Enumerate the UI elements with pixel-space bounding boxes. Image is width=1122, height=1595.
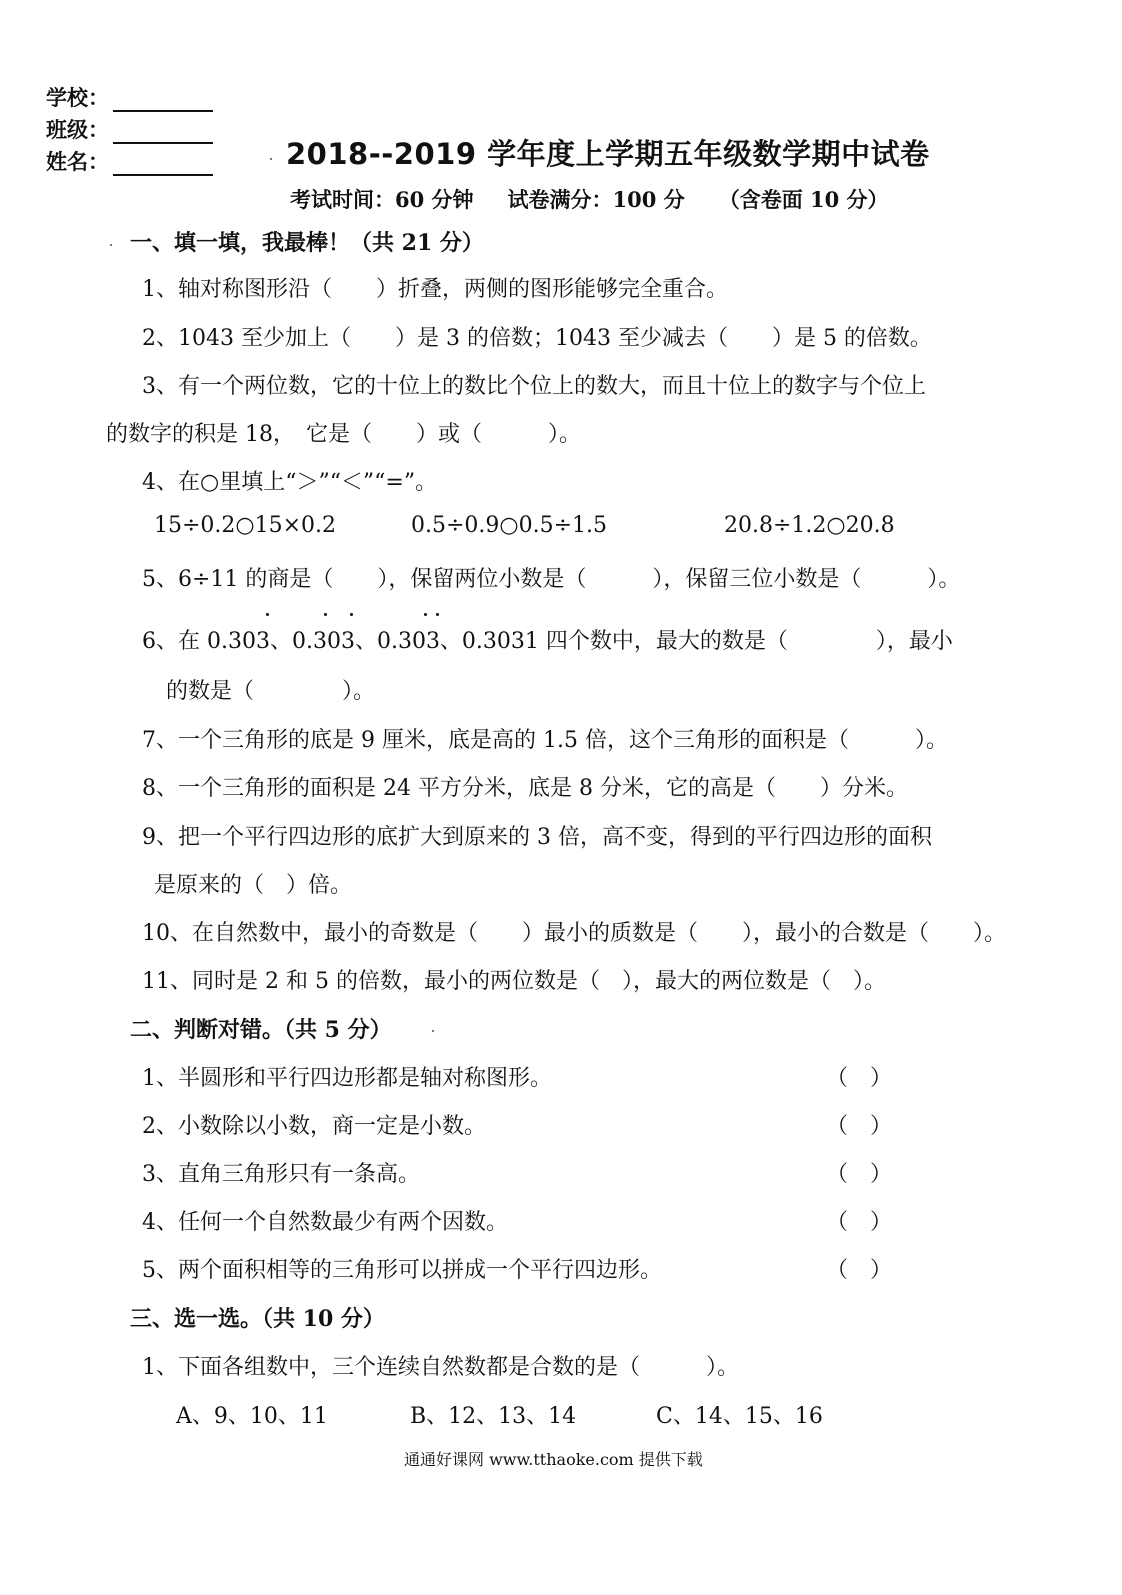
repeating-dot <box>424 613 427 616</box>
s1-question-4: 4、在○里填上“＞”“＜”“=”。 <box>142 470 438 495</box>
s1-question-8: 8、一个三角形的面积是 24 平方分米，底是 8 分米，它的高是（ ）分米。 <box>142 776 908 801</box>
school-blank <box>113 92 213 112</box>
s2-item-2: 2、小数除以小数，商一定是小数。 <box>142 1114 486 1139</box>
class-field <box>46 114 213 144</box>
s1-question-9-line2: 是原来的（ ）倍。 <box>154 873 353 898</box>
s2-item-5: 5、两个面积相等的三角形可以拼成一个平行四边形。 <box>142 1258 662 1283</box>
name-blank <box>113 156 213 176</box>
full-score: 试卷满分：100 分 <box>507 187 685 212</box>
footer-source: 通通好课网 www.tthaoke.com 提供下载 <box>404 1450 703 1469</box>
s1-question-3-line1: 3、有一个两位数，它的十位上的数比个位上的数大，而且十位上的数字与个位上 <box>142 374 926 399</box>
section1-heading: 一、填一填，我最棒！（共 21 分） <box>130 230 484 256</box>
section2-heading: 二、判断对错。（共 5 分） <box>130 1017 392 1043</box>
s1-question-3-line2: 的数字的积是 18， 它是（ ）或（ ）。 <box>106 422 581 447</box>
s3-question-1: 1、下面各组数中，三个连续自然数都是合数的是（ ）。 <box>142 1355 739 1380</box>
s3-option-b: B、12、13、14 <box>410 1404 577 1429</box>
s2-item-4: 4、任何一个自然数最少有两个因数。 <box>142 1210 508 1235</box>
s2-answer-paren-5: （ ） <box>826 1258 893 1283</box>
s1-question-6-line2: 的数是（ ）。 <box>166 679 376 704</box>
s1-question-6-line1: 6、在 0.303、0.303、0.303、0.3031 四个数中，最大的数是（ ），最小 <box>142 629 953 654</box>
s3-option-a: A、9、10、11 <box>176 1404 328 1429</box>
repeating-dot <box>436 613 439 616</box>
school-field <box>46 82 213 112</box>
s1-question-11: 11、同时是 2 和 5 的倍数，最小的两位数是（ ），最大的两位数是（ ）。 <box>142 969 886 994</box>
exam-time: 考试时间：60 分钟 <box>290 187 474 212</box>
repeating-dot <box>324 613 327 616</box>
name-label: 姓名： <box>46 150 109 174</box>
s1-question-5: 5、6÷11 的商是（ ），保留两位小数是（ ），保留三位小数是（ ）。 <box>142 567 961 592</box>
s3-option-c: C、14、15、16 <box>656 1404 823 1429</box>
name-field <box>46 146 213 176</box>
s1-question-7: 7、一个三角形的底是 9 厘米，底是高的 1.5 倍，这个三角形的面积是（ ）。 <box>142 728 948 753</box>
s1-question-10: 10、在自然数中，最小的奇数是（ ）最小的质数是（ ），最小的合数是（ ）。 <box>142 921 1006 946</box>
scan-speck <box>270 158 272 160</box>
scan-speck <box>432 1030 434 1032</box>
s2-answer-paren-4: （ ） <box>826 1210 893 1235</box>
section3-heading: 三、选一选。（共 10 分） <box>130 1306 385 1332</box>
s1-q4-item-2: 0.5÷0.9○0.5÷1.5 <box>411 513 608 538</box>
s2-answer-paren-1: （ ） <box>826 1066 893 1091</box>
scan-speck <box>110 244 112 246</box>
s1-question-2: 2、1043 至少加上（ ）是 3 的倍数；1043 至少减去（ ）是 5 的倍数。 <box>142 326 932 351</box>
s1-question-1: 1、轴对称图形沿（ ）折叠，两侧的图形能够完全重合。 <box>142 277 728 302</box>
school-label: 学校： <box>46 86 109 110</box>
s2-answer-paren-2: （ ） <box>826 1114 893 1139</box>
s2-item-1: 1、半圆形和平行四边形都是轴对称图形。 <box>142 1066 552 1091</box>
s2-answer-paren-3: （ ） <box>826 1162 893 1187</box>
neatness-note: （含卷面 10 分） <box>718 187 889 212</box>
repeating-dot <box>350 613 353 616</box>
s1-q4-item-3: 20.8÷1.2○20.8 <box>724 513 895 538</box>
s1-question-9-line1: 9、把一个平行四边形的底扩大到原来的 3 倍，高不变，得到的平行四边形的面积 <box>142 825 932 850</box>
s2-item-3: 3、直角三角形只有一条高。 <box>142 1162 420 1187</box>
s1-q4-item-1: 15÷0.2○15×0.2 <box>154 513 337 538</box>
class-blank <box>113 124 213 144</box>
class-label: 班级： <box>46 118 109 142</box>
repeating-dot <box>266 613 269 616</box>
exam-title: 2018--2019 学年度上学期五年级数学期中试卷 <box>286 137 930 171</box>
exam-subtitle <box>290 184 889 214</box>
